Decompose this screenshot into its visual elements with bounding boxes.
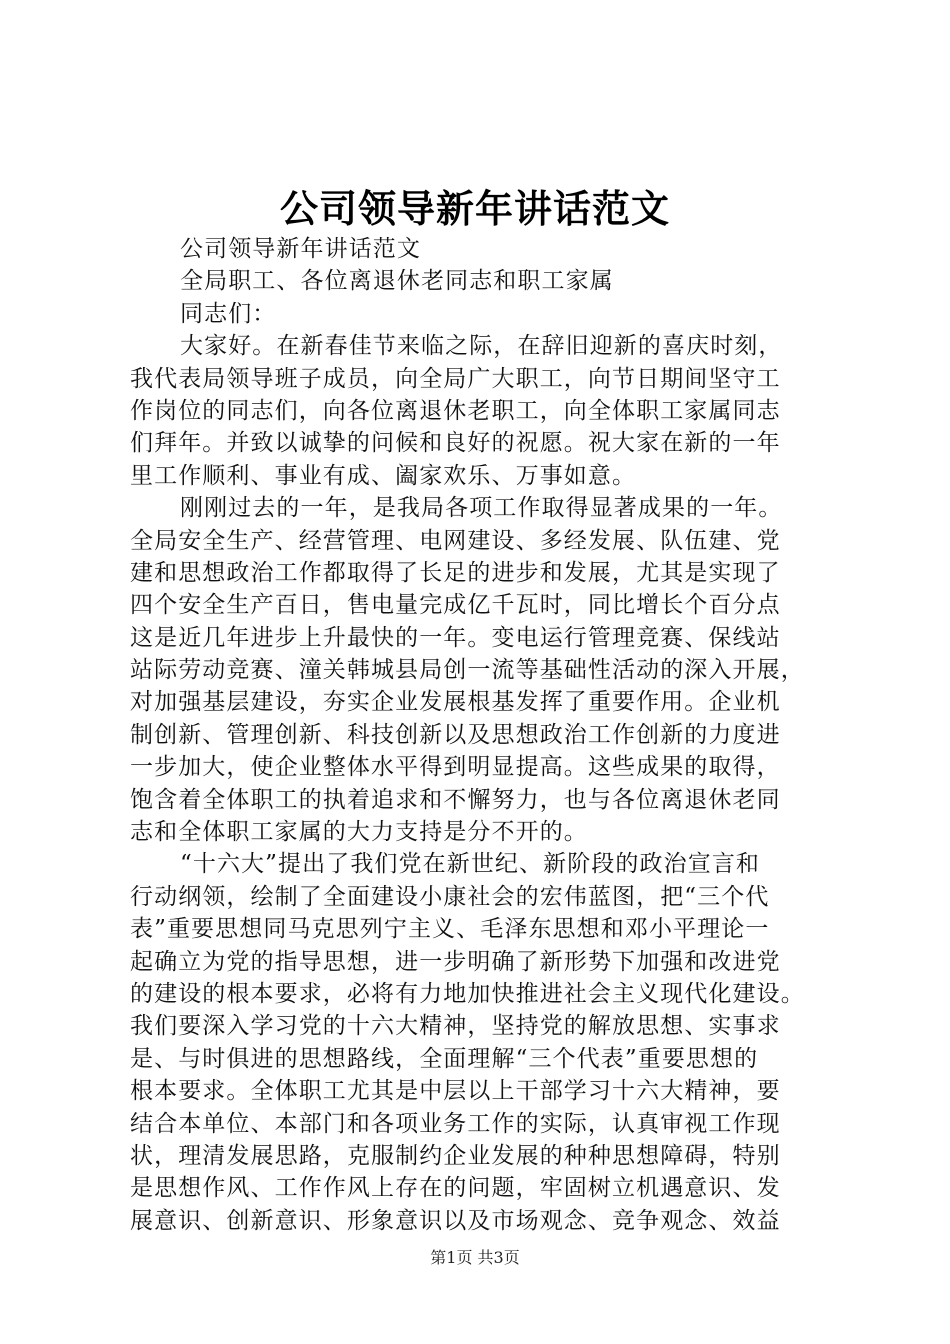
- text-line: 站际劳动竞赛、潼关韩城县局创一流等基础性活动的深入开展，: [130, 657, 805, 684]
- text-line: 同志们：: [180, 300, 277, 327]
- text-line: 一步加大，使企业整体水平得到明显提高。这些成果的取得，: [130, 754, 781, 781]
- text-line: 结合本单位、本部门和各项业务工作的实际，认真审视工作现: [130, 1110, 781, 1137]
- text-line: 全局职工、各位离退休老同志和职工家属: [180, 268, 614, 295]
- text-line: 公司领导新年讲话范文: [180, 236, 421, 262]
- text-line: 作岗位的同志们，向各位离退休老职工，向全体职工家属同志: [130, 397, 781, 424]
- text-line: 我代表局领导班子成员，向全局广大职工，向节日期间坚守工: [130, 365, 781, 392]
- page-footer: 第1页 共3页: [430, 1248, 520, 1267]
- text-line: 四个安全生产百日，售电量完成亿千瓦时，同比增长个百分点: [130, 592, 781, 619]
- document-title: 公司领导新年讲话范文: [279, 186, 670, 231]
- text-line: 全局安全生产、经营管理、电网建设、多经发展、队伍建、党: [130, 527, 781, 554]
- text-line: 建和思想政治工作都取得了长足的进步和发展，尤其是实现了: [130, 559, 781, 586]
- text-line: 刚刚过去的一年，是我局各项工作取得显著成果的一年。: [180, 495, 783, 522]
- text-line: 对加强基层建设，夯实企业发展根基发挥了重要作用。企业机: [130, 689, 781, 716]
- text-line: 志和全体职工家属的大力支持是分不开的。: [130, 819, 588, 846]
- text-line: 表”重要思想同马克思列宁主义、毛泽东思想和邓小平理论一: [130, 916, 770, 943]
- text-line: 展意识、创新意识、形象意识以及市场观念、竞争观念、效益: [130, 1207, 781, 1234]
- text-line: 里工作顺利、事业有成、阖家欢乐、万事如意。: [130, 462, 637, 489]
- text-line: 们拜年。并致以诚挚的问候和良好的祝愿。祝大家在新的一年: [130, 430, 781, 457]
- text-line: 的建设的根本要求，必将有力地加快推进社会主义现代化建设。: [130, 980, 805, 1007]
- text-line: 大家好。在新春佳节来临之际，在辞旧迎新的喜庆时刻，: [180, 333, 783, 360]
- document-body: [130, 233, 830, 1237]
- text-line: 行动纲领，绘制了全面建设小康社会的宏伟蓝图，把“三个代: [130, 883, 770, 910]
- text-line: 饱含着全体职工的执着追求和不懈努力，也与各位离退休老同: [130, 786, 781, 813]
- text-line: 状，理清发展思路，克服制约企业发展的种种思想障碍，特别: [130, 1142, 781, 1169]
- text-line: 这是近几年进步上升最快的一年。变电运行管理竞赛、保线站: [130, 624, 781, 651]
- text-line: 是思想作风、工作作风上存在的问题，牢固树立机遇意识、发: [130, 1175, 781, 1202]
- text-line: “十六大”提出了我们党在新世纪、新阶段的政治宣言和: [180, 851, 761, 878]
- text-line: 是、与时俱进的思想路线，全面理解“三个代表”重要思想的: [130, 1045, 759, 1072]
- text-line: 我们要深入学习党的十六大精神，坚持党的解放思想、实事求: [130, 1013, 781, 1040]
- text-line: 根本要求。全体职工尤其是中层以上干部学习十六大精神，要: [130, 1078, 781, 1105]
- text-line: 起确立为党的指导思想，进一步明确了新形势下加强和改进党: [130, 948, 781, 975]
- text-line: 制创新、管理创新、科技创新以及思想政治工作创新的力度进: [130, 721, 781, 748]
